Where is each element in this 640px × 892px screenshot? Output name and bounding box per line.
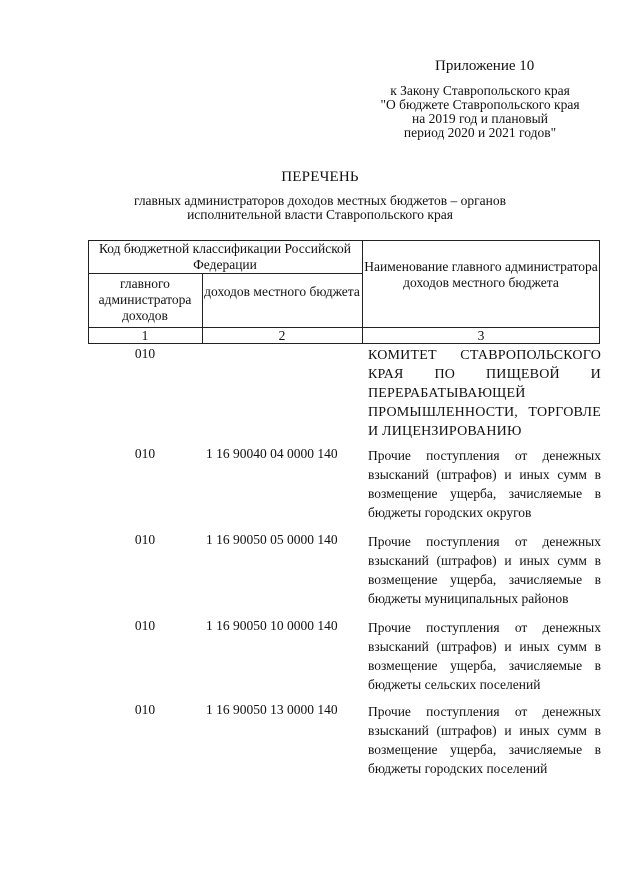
column-number: 3 <box>477 328 485 343</box>
income-name: Прочие поступления от денежных взысканий (штрафов) и иных сумм в возмещение ущерба, зачисляемые в бюджеты городских поселений <box>368 704 601 776</box>
column-header-name: Наименование главного администратора доходов местного бюджета <box>364 259 598 290</box>
appendix-label: Приложение 10 <box>435 58 535 74</box>
committee-name: КОМИТЕТ СТАВРОПОЛЬСКОГО КРАЯ ПО ПИЩЕВОЙ И ПЕРЕРАБАТЫВАЮЩЕЙ ПРОМЫШЛЕННОСТИ, ТОРГОВЛЕ И ЛИЦЕНЗИРОВАНИЮ <box>368 348 601 439</box>
column-number: 1 <box>141 328 149 343</box>
subtitle-line: главных администраторов доходов местных бюджетов – органов <box>133 193 507 208</box>
law-line: на 2019 год и плановый <box>412 111 548 126</box>
document-subtitle <box>100 194 540 222</box>
admin-code: 010 <box>134 702 156 717</box>
document-title: ПЕРЕЧЕНЬ <box>281 169 359 185</box>
budget-code: 1 16 90050 10 0000 140 <box>206 618 338 633</box>
admin-code: 010 <box>134 446 156 461</box>
income-name: Прочие поступления от денежных взысканий (штрафов) и иных сумм в возмещение ущерба, зачисляемые в бюджеты сельских поселений <box>368 620 601 692</box>
law-reference <box>355 84 605 140</box>
budget-code: 1 16 90050 13 0000 140 <box>206 702 338 717</box>
column-header-local-income: доходов местного бюджета <box>204 284 360 299</box>
table-divider <box>88 273 362 274</box>
budget-code: 1 16 90040 04 0000 140 <box>206 446 338 461</box>
subtitle-line: исполнительной власти Ставропольского края <box>187 207 453 222</box>
law-line: период 2020 и 2021 годов" <box>403 125 557 140</box>
income-name: Прочие поступления от денежных взысканий (штрафов) и иных сумм в возмещение ущерба, зачисляемые в бюджеты городских округов <box>368 448 601 520</box>
law-line: "О бюджете Ставропольского края <box>380 97 580 112</box>
income-name: Прочие поступления от денежных взысканий (штрафов) и иных сумм в возмещение ущерба, зачисляемые в бюджеты муниципальных районов <box>368 534 601 606</box>
law-line: к Закону Ставропольского края <box>390 83 570 98</box>
column-number: 2 <box>278 328 286 343</box>
column-group-header: Код бюджетной классификации Российской Федерации <box>98 241 352 272</box>
admin-code: 010 <box>134 346 156 361</box>
column-header-admin: главного администратора доходов <box>98 276 192 323</box>
budget-code: 1 16 90050 05 0000 140 <box>206 532 338 547</box>
admin-code: 010 <box>134 532 156 547</box>
admin-code: 010 <box>134 618 156 633</box>
